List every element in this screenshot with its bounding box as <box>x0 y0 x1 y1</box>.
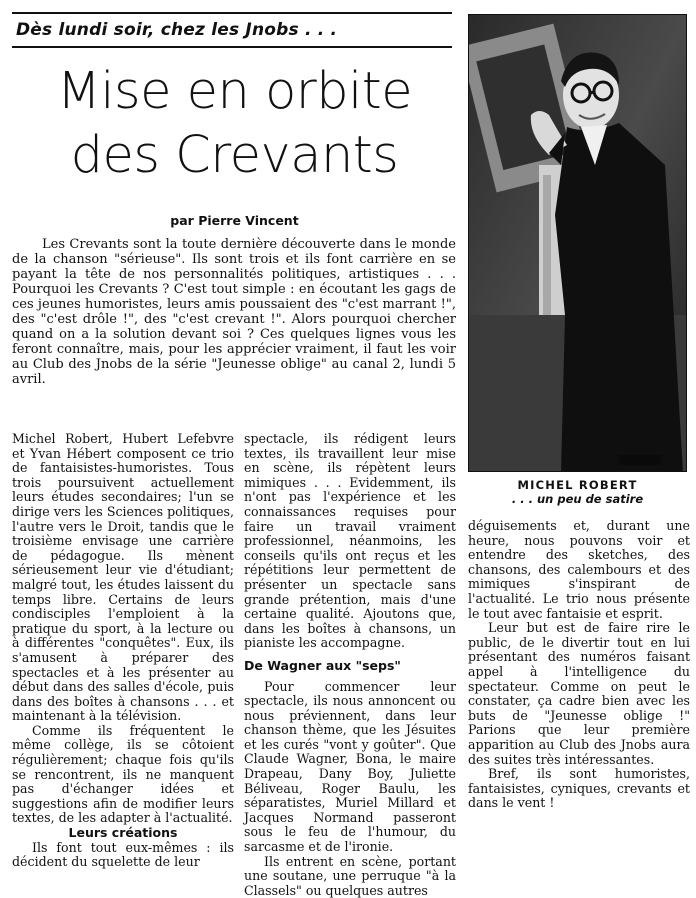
caption-name: MICHEL ROBERT <box>517 478 638 492</box>
col1-paragraph-1: Michel Robert, Hubert Lefebvre et Yvan Hébert composent ce trio de fantaisistes-humoristes. Tous trois poursuivent actuellement leurs études secondaires; l'un se dirige vers les Sciences politiques, l'autre vers le Droit, tandis que le troisième envisage une carrière de pédagogue. Ils mènent sérieusement leur vie d'étudiant; malgré tout, les études laissent du temps libre. Certains de leurs condisciples l'emploient à la pratique du sport, à la lecture ou à différentes "conquêtes". Eux, ils s'amusent à préparer des spectacles et à les présenter au début dans des salles d'école, puis dans des boîtes à chansons . . . et maintenant à la télévision. <box>12 431 234 724</box>
kicker-text: Dès lundi soir, chez les Jnobs . . . <box>16 20 338 40</box>
headline-line-2: des Crevants <box>70 126 399 185</box>
kicker-band <box>12 12 452 48</box>
col3-paragraph-1: déguisements et, durant une heure, nous pouvons voir et entendre des sketches, des chansons, des calembours et des mimiques s'inspirant de l'actualité. Le trio nous présente le tout avec fantaisie et esprit. <box>468 518 690 621</box>
column-3 <box>468 519 690 811</box>
column-1 <box>12 432 234 870</box>
col2-paragraph-1: spectacle, ils rédigent leurs textes, ils travaillent leur mise en scène, ils répètent leurs mimiques . . . Evidemment, ils n'ont pas l'expérience et les connaissances requises pour faire un travail vraiment professionnel, néanmoins, les conseils qu'ils ont reçus et les répétitions leur permettent de présenter un spectacle sans grande prétention, mais d'une certaine qualité. Ajoutons que, dans les boîtes à chansons, un pianiste les accompagne. <box>244 431 456 651</box>
byline: par Pierre Vincent <box>170 213 299 228</box>
col1-paragraph-2: Comme ils fréquentent le même collège, ils se côtoient régulièrement; chaque fois qu'ils se rencontrent, ils ne manquent pas d'échanger idées et suggestions afin de modifier leurs textes, de les adapter à l'actualité. <box>12 722 234 826</box>
lead-paragraph: Les Crevants sont la toute dernière découverte dans le monde de la chanson "sérieuse". Ils sont trois et ils font carrière en se payant la tête de nos personnalités politiques, artistiques . . . Pourquoi les Crevants ? C'est tout simple : en écoutant les gags de ces jeunes humoristes, leurs amis poussaient des "c'est marrant !", des "c'est drôle !", des "c'est crevant !". Alors pourquoi chercher quand on a la solution devant soi ? Ces quelques lignes vous les feront connaître, mais, pour les apprécier vraiment, il faut les voir au Club des Jnobs de la série "Jeunesse oblige" au canal 2, lundi 5 avril. <box>12 237 456 387</box>
col2-paragraph-2: Pour commencer leur spectacle, ils nous annoncent ou nous préviennent, dans leur chanson thème, que les Jésuites et les curés "vont y goûter". Que Claude Wagner, Bona, le maire Drapeau, Dany Boy, Juliette Béliveau, Roger Baulu, les séparatistes, Muriel Millard et Jacques Normand passeront sous le feu de l'humour, du sarcasme et de l'ironie. <box>244 678 456 855</box>
photo-caption <box>468 478 687 506</box>
col1-paragraph-3: Ils font tout eux-mêmes : ils décident du squelette de leur <box>12 839 234 870</box>
column-2 <box>244 432 456 898</box>
col1-subhead: Leurs créations <box>68 825 178 841</box>
headline <box>12 60 457 188</box>
portrait-photo <box>468 14 687 472</box>
col2-subhead: De Wagner aux "seps" <box>244 657 401 673</box>
col3-paragraph-2: Leur but est de faire rire le public, de le divertir tout en lui présentant des numéros faisant appel à l'intelligence du spectateur. Comme on peut le constater, ça cadre bien avec les buts de "Jeunesse oblige !" Parions que leur première apparition au Club des Jnobs aura des suites très intéressantes. <box>468 620 690 767</box>
portrait-illustration <box>469 15 687 472</box>
headline-line-1: Mise en orbite <box>56 62 413 121</box>
col3-paragraph-3: Bref, ils sont humoristes, fantaisistes, cyniques, crevants et dans le vent ! <box>468 766 690 811</box>
caption-subtitle: . . . un peu de satire <box>511 492 644 506</box>
col2-paragraph-3: Ils entrent en scène, portant une soutane, une perruque "à la Classels" ou quelques autres <box>244 853 456 898</box>
